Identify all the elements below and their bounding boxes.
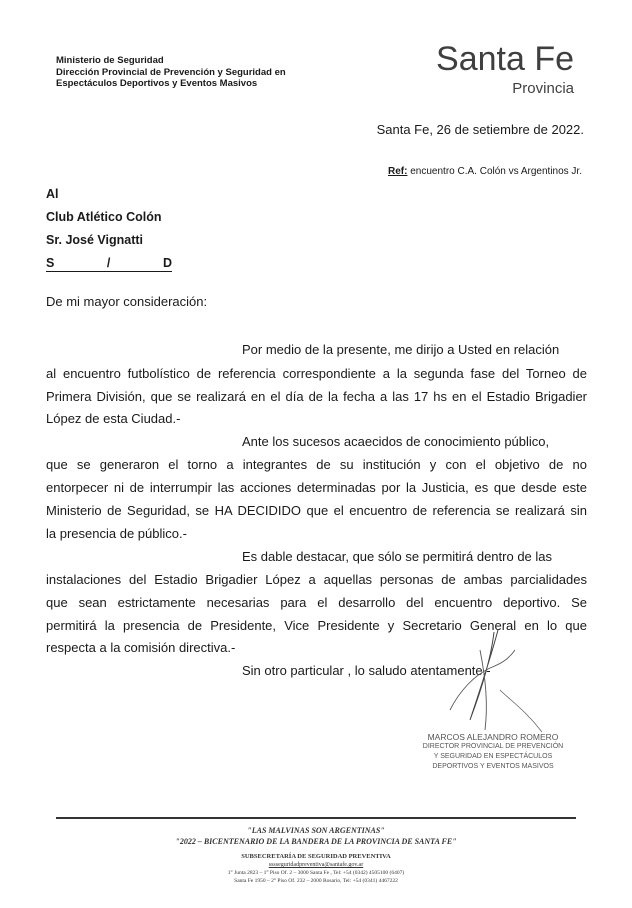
reference-line <box>388 166 582 178</box>
addressee-line-2: Club Atlético Colón <box>46 210 162 224</box>
footer-email: sssseguridadpreventiva@santafe.gov.ar <box>268 862 364 868</box>
addressee-line-1: Al <box>46 187 59 201</box>
body-line-9: la presencia de público.- <box>46 526 187 541</box>
greeting: De mi mayor consideración: <box>46 294 208 309</box>
reference-text: encuentro C.A. Colón vs Argentinos Jr. <box>410 166 582 177</box>
logo-subtitle: Provincia <box>512 80 574 97</box>
body-line-5: Ante los sucesos acaecidos de conocimiento público, <box>242 434 550 449</box>
body-line-10: Es dable destacar, que sólo se permitirá dentro de las <box>242 549 553 564</box>
footer-motto-1: "LAS MALVINAS SON ARGENTINAS" <box>247 826 385 835</box>
body-line-4: López de esta Ciudad.- <box>46 411 181 426</box>
body-line-12: que sean estrictamente necesarias para el desarrollo del encuentro deportivo. Se <box>46 595 587 610</box>
sd-line <box>46 256 172 272</box>
org-line-2: Dirección Provincial de Prevención y Seguridad en <box>56 66 286 78</box>
body-line-2: al encuentro futbolístico de referencia correspondiente a la segunda fase del Torneo de <box>46 366 587 381</box>
signer-title-3: DEPORTIVOS Y EVENTOS MASIVOS <box>432 763 554 770</box>
body-line-3: Primera División, que se realizará en el día de la fecha a las 17 hs en el Estadio Brigadier <box>46 389 587 404</box>
body-line-11: instalaciones del Estadio Brigadier López a aquellas personas de ambas parcialidades <box>46 572 587 587</box>
sd-d: D <box>162 256 172 270</box>
footer-motto-2: "2022 – BICENTENARIO DE LA BANDERA DE LA PROVINCIA DE SANTA FE" <box>175 837 457 846</box>
org-line-1: Ministerio de Seguridad <box>56 55 164 66</box>
sd-s: S <box>46 256 55 270</box>
body-line-8: Ministerio de Seguridad, se HA DECIDIDO que el encuentro de referencia se realizará sin <box>46 503 587 518</box>
body-line-1: Por medio de la presente, me dirijo a Usted en relación <box>242 342 560 357</box>
letter-date: Santa Fe, 26 de setiembre de 2022. <box>376 122 584 137</box>
reference-label: Ref: <box>388 166 408 177</box>
footer-divider <box>56 817 576 819</box>
addressee-line-3: Sr. José Vignatti <box>46 233 144 247</box>
sd-slash: / <box>106 256 111 270</box>
signer-title-1: DIRECTOR PROVINCIAL DE PREVENCIÓN <box>422 743 564 750</box>
handwritten-signature <box>430 620 570 740</box>
logo-title: Santa Fe <box>436 40 574 78</box>
signature-stamp <box>418 732 568 772</box>
signer-title-2: Y SEGURIDAD EN ESPECTÁCULOS <box>433 753 553 760</box>
footer-address-2: Santa Fe 1950 – 2° Piso Of. 232 – 2000 Rosario, Tel: +54 (0341) 4467222 <box>234 878 398 884</box>
org-line-3: Espectáculos Deportivos y Eventos Masivos <box>56 78 258 89</box>
body-line-14: respecta a la comisión directiva.- <box>46 640 236 655</box>
body-line-6: que se generaron el torno a integrantes de su institución y con el objetivo de no <box>46 457 587 472</box>
body-line-7: entorpecer ni de interrumpir las acciones determinadas por la Justicia, es que desde este <box>46 480 587 495</box>
footer-address-1: 1° Junta 2823 – 1° Piso Of. 2 – 3000 Santa Fe , Tel: +54 (0342) 4505100 (6407) <box>227 870 405 876</box>
closing-line: Sin otro particular , lo saludo atentamente.- <box>242 663 491 678</box>
body-line-13: permitirá la presencia de Presidente, Vice Presidente y Secretario General en lo que <box>46 618 587 633</box>
ministry-header <box>56 55 286 90</box>
footer-office: SUBSECRETARÍA DE SEGURIDAD PREVENTIVA <box>241 853 391 860</box>
signer-name: MARCOS ALEJANDRO ROMERO <box>427 732 559 742</box>
